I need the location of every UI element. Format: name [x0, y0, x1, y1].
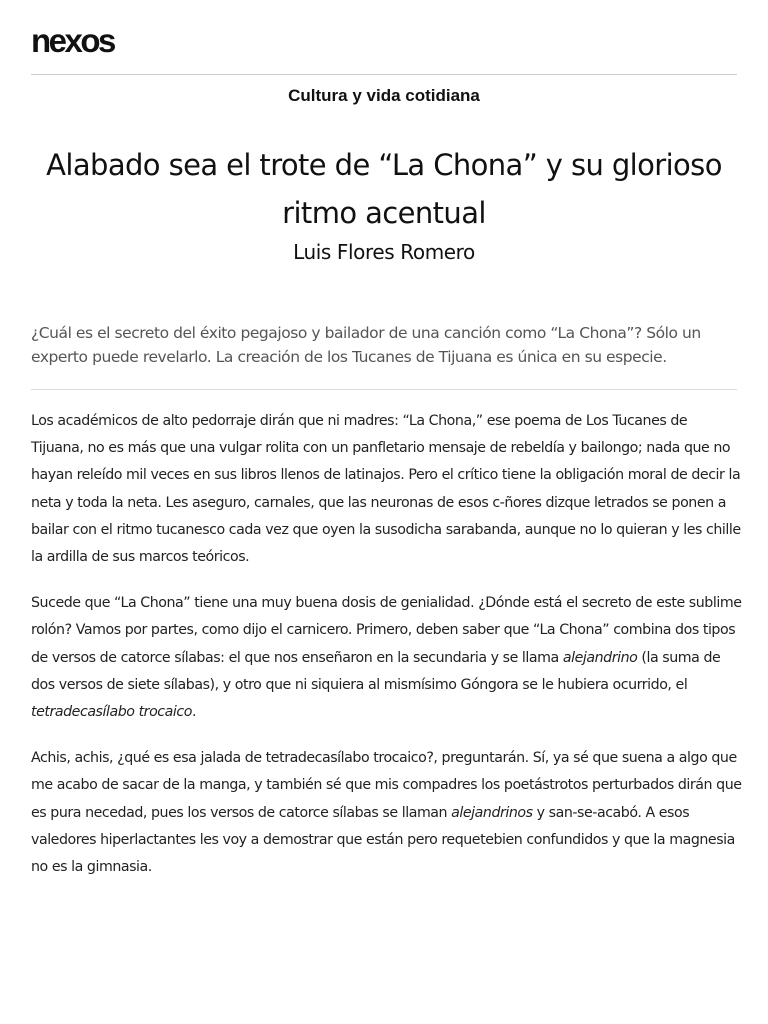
paragraph-3-text-b: y san-se-acabó. A esos valedores hiperlactantes les voy a demostrar que están pero requetebien confundidos y que la magnesia no es la gimnasia.: [31, 804, 735, 876]
paragraph-3: [31, 745, 743, 881]
article-lede: ¿Cuál es el secreto del éxito pegajoso y bailador de una canción como “La Chona”? Sólo un experto puede revelarlo. La creación de los Tucanes de Tijuana es única en su especie.: [31, 324, 701, 366]
site-logo[interactable]: nexos: [31, 22, 114, 59]
header-divider: [31, 74, 737, 75]
article-title: Alabado sea el trote de “La Chona” y su glorioso ritmo acentual: [46, 148, 722, 230]
paragraph-3-emphasis-alejandrinos: alejandrinos: [451, 804, 533, 821]
article-author[interactable]: Luis Flores Romero: [293, 240, 475, 264]
paragraph-2: [31, 590, 743, 726]
paragraph-2-text-b: (la suma de dos versos de siete sílabas), y otro que ni siquiera al mismísimo Góngora se le hubiera ocurrido, el: [31, 649, 721, 693]
paragraph-2-emphasis-tetradecasilabo: tetradecasílabo trocaico: [31, 704, 192, 721]
paragraph-2-text-a: Sucede que “La Chona” tiene una muy buena dosis de genialidad. ¿Dónde está el secreto de este sublime rolón? Vamos por partes, como dijo el carnicero. Primero, deben saber que “La Chona” combina dos tipos de versos de catorce sílabas: el que nos enseñaron en la secundaria y se llama: [31, 595, 742, 666]
lede-divider: [31, 389, 737, 390]
paragraph-1: Los académicos de alto pedorraje dirán que ni madres: “La Chona,” ese poema de Los Tucanes de Tijuana, no es más que una vulgar rolita con un panfletario mensaje de rebeldía y bailongo; nada que no hayan releído mil veces en sus libros llenos de latinajos. Pero el crítico tiene la obligación moral de decir la neta y toda la neta. Les aseguro, carnales, que las neuronas de esos c-ñores dizque letrados se ponen a bailar con el ritmo tucanesco cada vez que oyen la susodicha sarabanda, aunque no lo quieran y les chille la ardilla de sus marcos teóricos.: [31, 413, 741, 566]
section-label[interactable]: Cultura y vida cotidiana: [288, 86, 480, 105]
article-body: [31, 408, 743, 900]
paragraph-2-text-c: .: [191, 704, 197, 721]
paragraph-2-emphasis-alejandrino: alejandrino: [562, 649, 638, 666]
paragraph-3-text-a: Achis, achis, ¿qué es esa jalada de tetradecasílabo trocaico?, preguntarán. Sí, ya sé que suena a algo que me acabo de sacar de la manga, y también sé que mis compadres los poetástrotos perturbados dirán que es pura necedad, pues los versos de catorce sílabas se llaman: [31, 750, 742, 821]
